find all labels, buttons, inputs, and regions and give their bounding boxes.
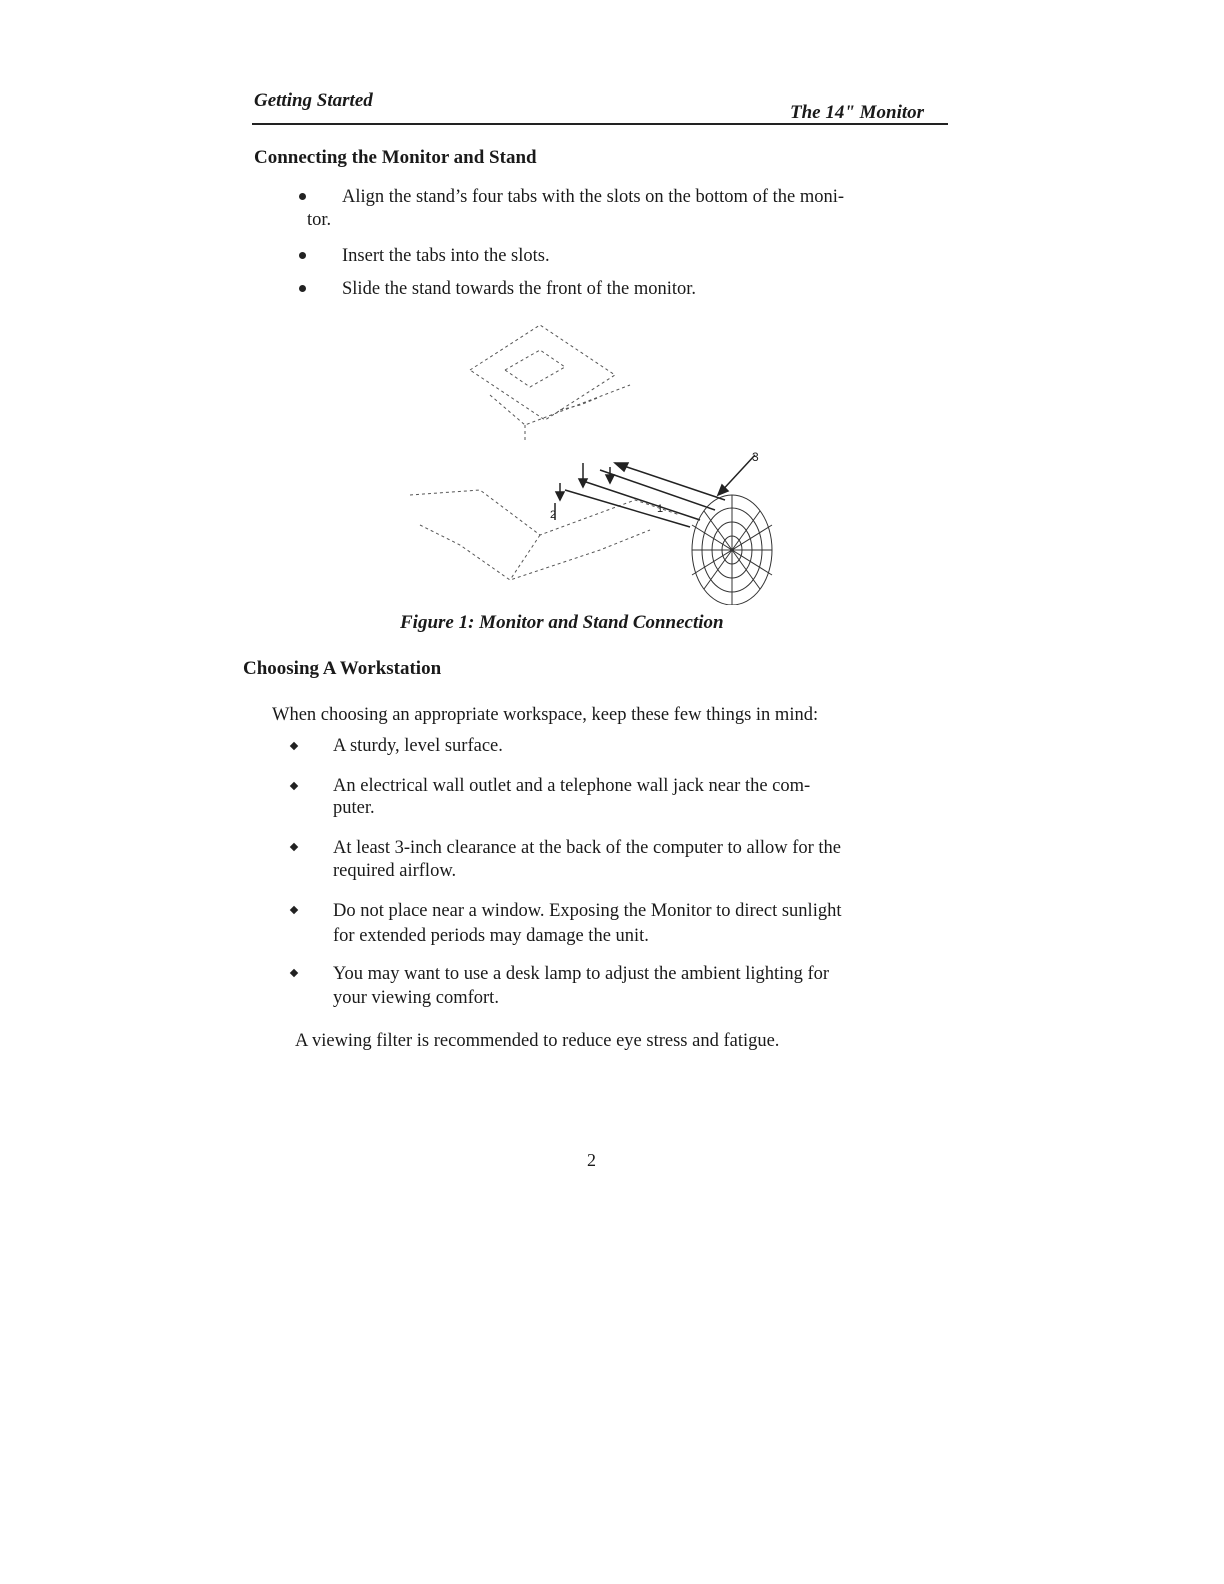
monitor-stand-figure [400, 315, 800, 605]
header-rule [252, 123, 948, 125]
figure-caption: Figure 1: Monitor and Stand Connection [400, 612, 724, 633]
running-header-right: The 14" Monitor [790, 102, 925, 123]
bullet-diamond [290, 906, 298, 914]
running-header-left: Getting Started [254, 90, 373, 111]
closing-sentence: A viewing filter is recommended to reduce eye stress and fatigue. [295, 1031, 780, 1051]
bullet-diamond [290, 843, 298, 851]
list-item: Insert the tabs into the slots. [342, 246, 550, 266]
list-item: An electrical wall outlet and a telephone wall jack near the com- [333, 776, 811, 796]
callout-label: 3 [752, 450, 759, 464]
list-item: Align the stand’s four tabs with the slots on the bottom of the moni- [342, 187, 845, 207]
list-item-continuation: for extended periods may damage the unit. [333, 926, 649, 946]
list-item-continuation: required airflow. [333, 861, 457, 881]
bullet-dot [299, 193, 306, 200]
list-item-continuation: puter. [333, 798, 375, 818]
bullet-diamond [290, 742, 298, 750]
monitor-screen-outline [505, 350, 565, 387]
callout-label: 2 [550, 509, 557, 521]
list-item: Slide the stand towards the front of the monitor. [342, 279, 697, 299]
monitor-outline [470, 325, 615, 420]
bullet-diamond [290, 969, 298, 977]
bullet-dot [299, 285, 306, 292]
list-item: Do not place near a window. Exposing the Monitor to direct sunlight [333, 901, 842, 921]
bullet-diamond [290, 782, 298, 790]
bullet-dot [299, 252, 306, 259]
list-item: You may want to use a desk lamp to adjust the ambient lighting for [333, 964, 830, 984]
callout-label: 1 [657, 503, 664, 515]
section-title-connecting: Connecting the Monitor and Stand [254, 147, 537, 168]
list-item: At least 3-inch clearance at the back of the computer to allow for the [333, 838, 842, 858]
list-item-continuation: tor. [307, 210, 332, 230]
page-number: 2 [587, 1150, 596, 1170]
stand-base-drawing [692, 495, 772, 605]
section-title-workstation: Choosing A Workstation [243, 658, 442, 679]
list-item: A sturdy, level surface. [333, 736, 503, 756]
connection-arrows [555, 455, 755, 527]
section-intro: When choosing an appropriate workspace, keep these few things in mind: [272, 705, 819, 725]
list-item-continuation: your viewing comfort. [333, 988, 499, 1008]
